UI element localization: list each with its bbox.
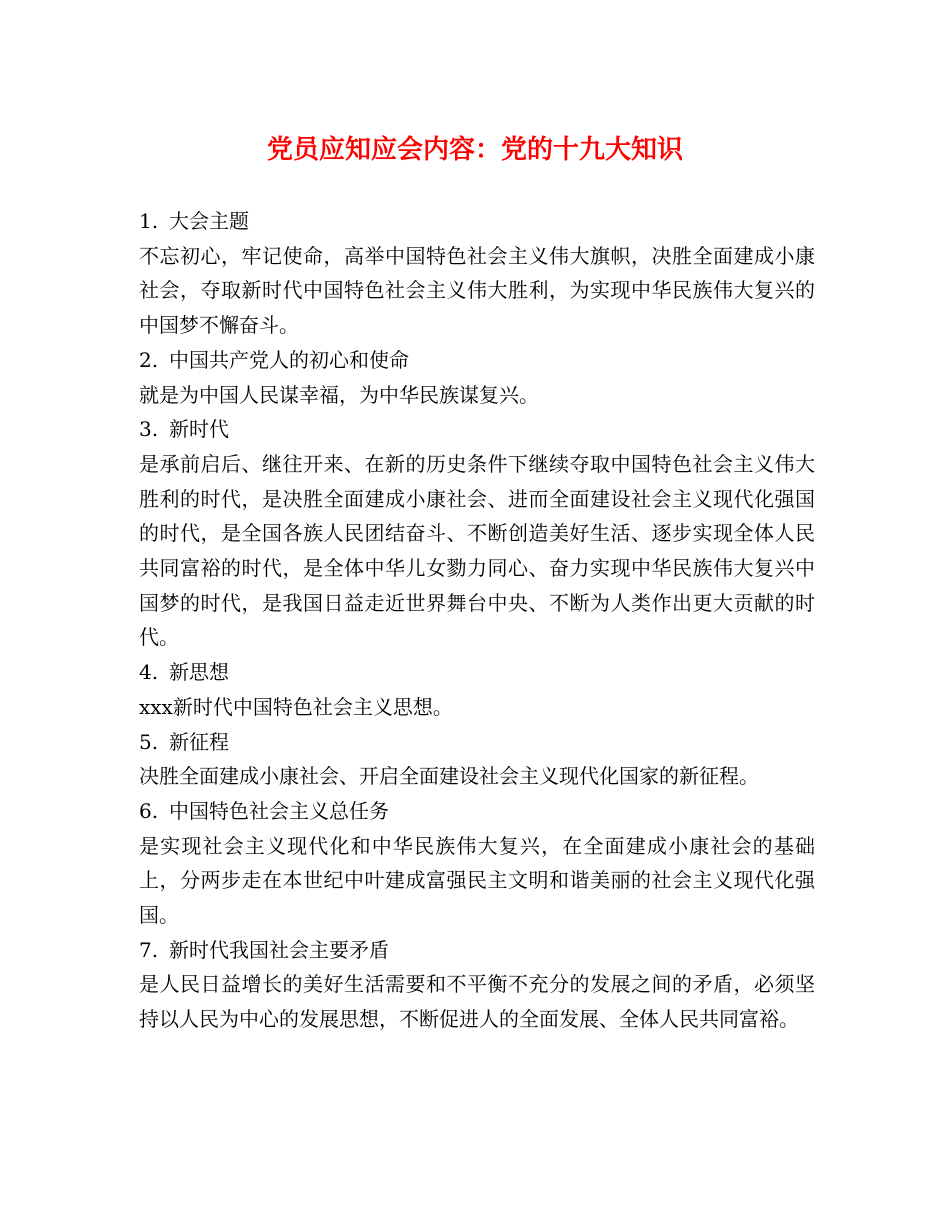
section-heading-text: 新思想 bbox=[169, 660, 229, 685]
section-body: 就是为中国人民谋幸福，为中华民族谋复兴。 bbox=[139, 382, 539, 407]
section-heading-text: 新征程 bbox=[169, 729, 229, 754]
section-number: 5. bbox=[139, 729, 159, 754]
section-heading bbox=[139, 933, 815, 968]
section-heading bbox=[139, 343, 815, 378]
section-heading-text: 新时代 bbox=[169, 417, 229, 442]
section-number: 6. bbox=[139, 798, 159, 823]
section-body: 是人民日益增长的美好生活需要和不平衡不充分的发展之间的矛盾，必须坚持以人民为中心的发展思想，不断促进人的全面发展、全体人民共同富裕。 bbox=[139, 972, 815, 1032]
section-heading bbox=[139, 655, 815, 690]
section-number: 4. bbox=[139, 660, 159, 685]
section-body: 决胜全面建成小康社会、开启全面建设社会主义现代化国家的新征程。 bbox=[139, 764, 759, 789]
section-number: 7. bbox=[139, 937, 159, 962]
section-body: 是实现社会主义现代化和中华民族伟大复兴，在全面建成小康社会的基础上，分两步走在本世纪中叶建成富强民主文明和谐美丽的社会主义现代化强国。 bbox=[139, 833, 815, 928]
section-heading bbox=[139, 794, 815, 829]
section-heading bbox=[139, 412, 815, 447]
section-body: 不忘初心，牢记使命，高举中国特色社会主义伟大旗帜，决胜全面建成小康社会，夺取新时代中国特色社会主义伟大胜利，为实现中华民族伟大复兴的中国梦不懈奋斗。 bbox=[139, 243, 815, 338]
section-heading-text: 新时代我国社会主要矛盾 bbox=[169, 937, 389, 962]
section-heading-text: 中国共产党人的初心和使命 bbox=[169, 347, 409, 372]
section-number: 1. bbox=[139, 209, 159, 233]
section-heading bbox=[139, 204, 815, 239]
document-title: 党员应知应会内容：党的十九大知识 bbox=[266, 135, 683, 165]
section-number: 2. bbox=[139, 347, 159, 372]
section-body: 是承前启后、继往开来、在新的历史条件下继续夺取中国特色社会主义伟大胜利的时代，是决胜全面建成小康社会、进而全面建设社会主义现代化强国的时代，是全国各族人民团结奋斗、不断创造美好生活、逐步实现全体人民共同富裕的时代，是全体中华儿女勠力同心、奋力实现中华民族伟大复兴中国梦的时代，是我国日益走近世界舞台中央、不断为人类作出更大贡献的时代。 bbox=[139, 451, 815, 650]
section-heading-text: 中国特色社会主义总任务 bbox=[169, 798, 389, 823]
section-number: 3. bbox=[139, 417, 159, 442]
section-heading-text: 大会主题 bbox=[169, 209, 249, 233]
section-heading bbox=[139, 725, 815, 760]
section-body: xxx新时代中国特色社会主义思想。 bbox=[139, 694, 453, 719]
document-body bbox=[139, 204, 815, 1037]
